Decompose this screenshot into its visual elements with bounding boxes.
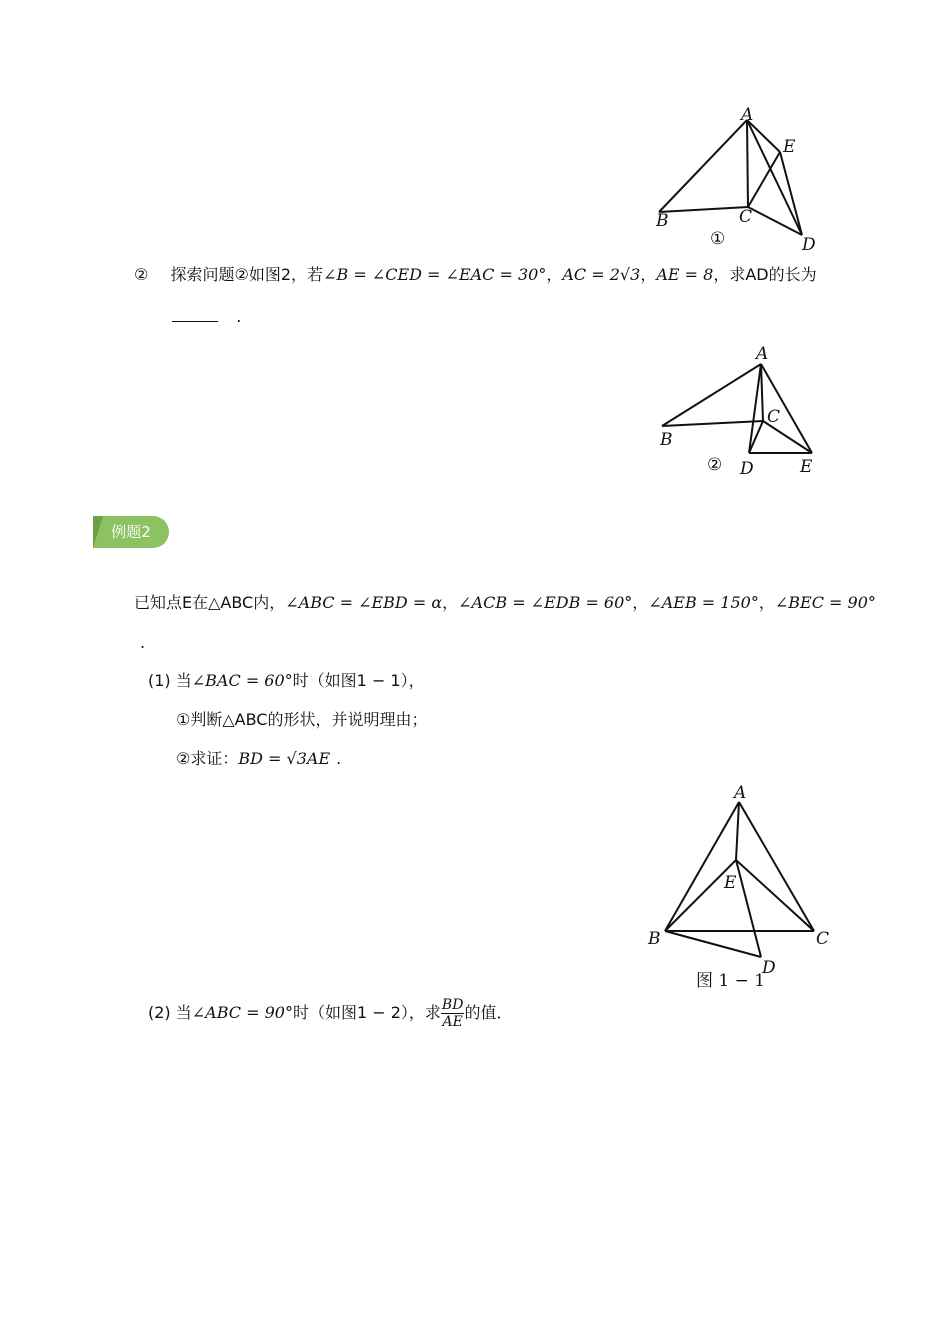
fig2-label-e: E xyxy=(800,457,813,477)
example-tag: 例题2 xyxy=(93,516,169,548)
fig1-label-a: A xyxy=(741,105,754,125)
ratio-fraction: $\frac{BD}{AE}$ xyxy=(441,997,464,1030)
answer-blank-line: . xyxy=(172,306,241,328)
fig3-label-e: E xyxy=(724,873,737,893)
figure-2 xyxy=(650,340,830,485)
fig1-label-e: E xyxy=(783,137,796,157)
part1-sub1: ①判断△ABC的形状，并说明理由； xyxy=(176,710,428,729)
fig2-label-c: C xyxy=(767,407,781,427)
fig3-label-d: D xyxy=(762,958,776,978)
figure-1 xyxy=(640,100,830,260)
fig2-label-d: D xyxy=(740,459,754,479)
fig3-label-b: B xyxy=(648,929,661,949)
problem-period: . xyxy=(140,633,146,652)
fig3-caption: 图 1 − 1 xyxy=(696,971,766,991)
part1-sub2: ②求证：BD = √3AE . xyxy=(176,749,342,768)
problem-line: 已知点E在△ABC内，∠ABC = ∠EBD = α，∠ACB = ∠EDB = 60°，∠AEB = 150°，∠BEC = 90° xyxy=(134,593,876,612)
fig2-caption: ② xyxy=(707,455,723,475)
question-number: ② xyxy=(134,265,149,284)
fig3-label-c: C xyxy=(816,929,830,949)
answer-blank[interactable] xyxy=(172,307,218,322)
fig1-caption: ① xyxy=(710,229,726,249)
fig3-label-a: A xyxy=(734,783,747,803)
fig2-label-b: B xyxy=(660,430,673,450)
fig2-label-a: A xyxy=(756,344,769,364)
part1-line: (1) 当∠BAC = 60°时（如图1 − 1）， xyxy=(148,671,425,690)
fig1-label-d: D xyxy=(802,235,816,255)
figure-1-1 xyxy=(640,780,840,995)
fig1-label-b: B xyxy=(656,211,669,231)
part2-line: (2) 当∠ABC = 90°时（如图1 − 2），求 $\frac{BD}{AE}$ 的值． xyxy=(148,997,513,1030)
question-2-line: ② 探索问题②如图2，若∠B = ∠CED = ∠EAC = 30°，AC = 2√3，AE = 8，求AD的长为 xyxy=(134,265,817,284)
fig1-label-c: C xyxy=(739,207,753,227)
